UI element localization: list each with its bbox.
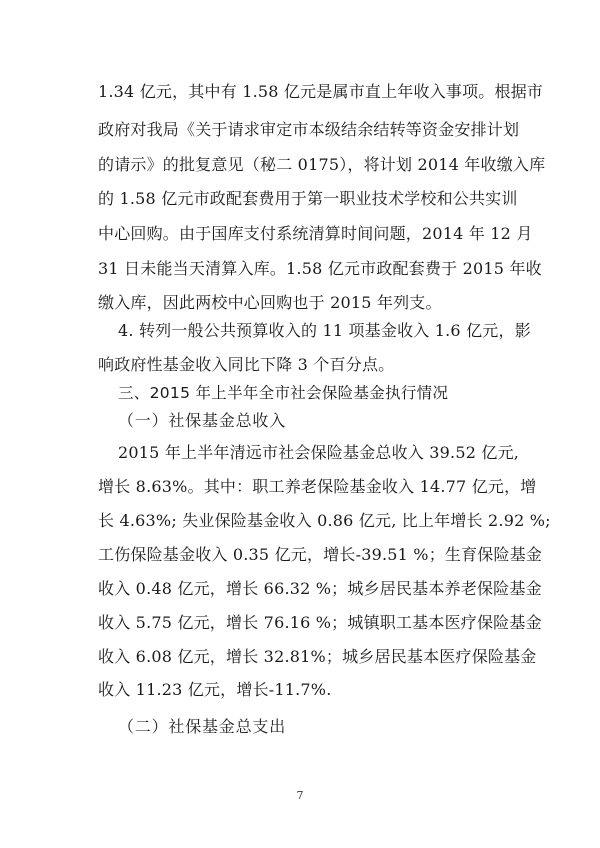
paragraph-line: 响政府性基金收入同比下降 3 个百分点。 <box>98 355 395 374</box>
subsection-heading: （二）社保基金总支出 <box>118 717 287 736</box>
section-heading: 三、2015 年上半年全市社会保险基金执行情况 <box>118 384 449 402</box>
paragraph-line: 收入 6.08 亿元，增长 32.81%；城乡居民基本医疗保险基金 <box>98 647 537 666</box>
paragraph-line: 1.34 亿元，其中有 1.58 亿元是属市直上年收入事项。根据市 <box>98 82 544 101</box>
paragraph-line: 长 4.63%; 失业保险基金收入 0.86 亿元, 比上年增长 2.92 %; <box>98 511 551 530</box>
paragraph-line: 31 日未能当天清算入库。1.58 亿元市政配套费于 2015 年收 <box>98 259 542 278</box>
paragraph-line: 增长 8.63%。其中：职工养老保险基金收入 14.77 亿元，增 <box>98 477 537 496</box>
subsection-heading: （一）社保基金总收入 <box>118 411 287 430</box>
paragraph-line: 中心回购。由于国库支付系统清算时间问题，2014 年 12 月 <box>98 224 533 243</box>
paragraph-line: 收入 11.23 亿元，增长-11.7%. <box>98 680 332 699</box>
paragraph-line: 工伤保险基金收入 0.35 亿元，增长-39.51 %；生育保险基金 <box>98 545 543 564</box>
paragraph-line: 收入 0.48 亿元，增长 66.32 %；城乡居民基本养老保险基金 <box>98 579 542 598</box>
paragraph-line: 的请示》的批复意见（秘二 0175），将计划 2014 年收缴入库 <box>98 155 546 174</box>
paragraph-line: 政府对我局《关于请求审定市本级结余结转等资金安排计划 <box>98 120 520 139</box>
paragraph-line: 2015 年上半年清远市社会保险基金总收入 39.52 亿元, <box>118 443 520 462</box>
paragraph-line: 缴入库，因此两校中心回购也于 2015 年列支。 <box>98 293 442 312</box>
paragraph-line: 4. 转列一般公共预算收入的 11 项基金收入 1.6 亿元，影 <box>118 321 531 340</box>
paragraph-line: 的 1.58 亿元市政配套费用于第一职业技术学校和公共实训 <box>98 189 518 208</box>
paragraph-line: 收入 5.75 亿元，增长 76.16 %；城镇职工基本医疗保险基金 <box>98 613 542 632</box>
page-number: 7 <box>296 789 304 802</box>
